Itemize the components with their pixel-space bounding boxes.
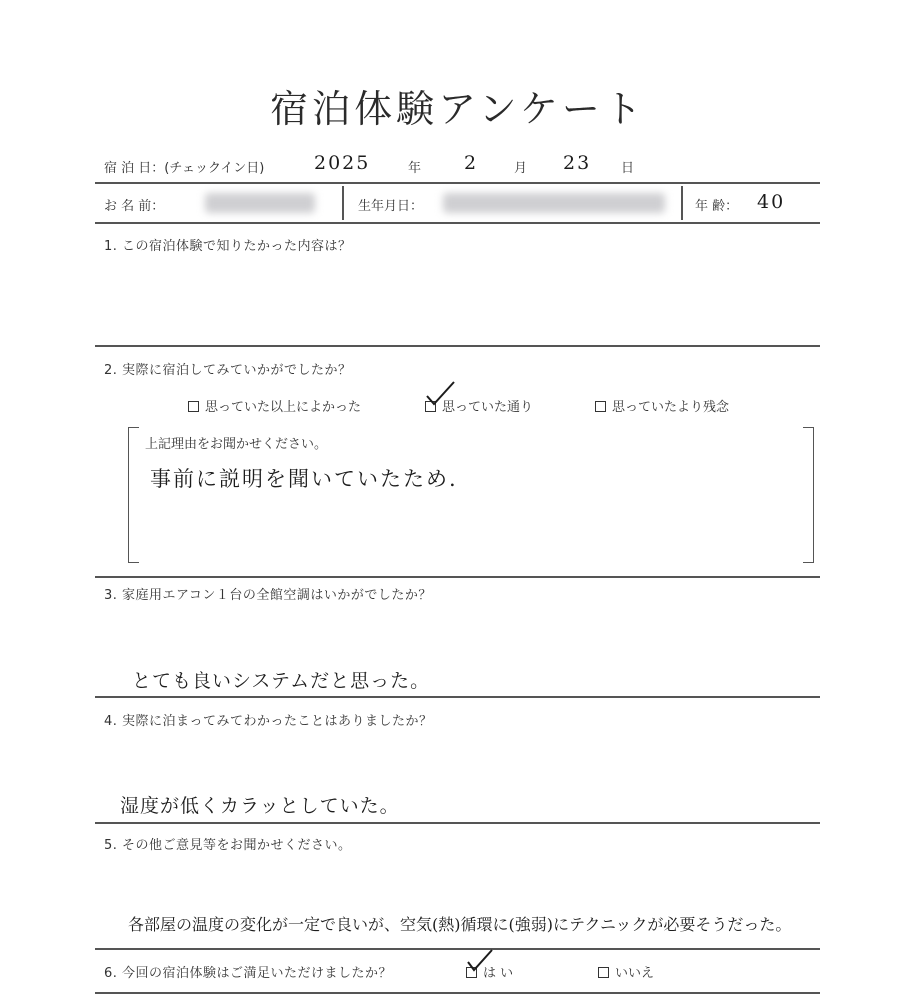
checkmark-icon [424,380,458,408]
question-1: 1. この宿泊体験で知りたかった内容は？ [104,239,352,254]
stay-date-label: 宿 泊 日：(チェックイン日) [104,161,265,176]
stay-day-value: 23 [563,152,592,174]
option-label: 思っていた以上によかった [205,400,362,415]
checkbox-icon [598,967,609,978]
birth-date-label: 生年月日： [358,199,424,214]
birth-date-redacted [443,193,665,213]
checkmark-icon [465,948,495,974]
age-label: 年 齢： [695,199,739,214]
reason-answer: 事前に説明を聞いていたため. [150,467,458,491]
stay-year-value: 2025 [314,152,371,174]
divider-line [342,186,344,220]
question-2: 2. 実際に宿泊してみていかがでしたか？ [104,363,352,378]
divider-line [95,948,820,950]
divider-line [95,822,820,824]
bracket-right [803,427,814,563]
divider-line [95,992,820,994]
page-title: 宿泊体験アンケート [270,87,646,131]
question-6: 6. 今回の宿泊体験はご満足いただけましたか？ [104,966,393,981]
question-3: 3. 家庭用エアコン１台の全館空調はいかがでしたか？ [104,588,432,603]
option-no[interactable] [598,962,654,981]
divider-line [681,186,683,220]
divider-line [95,576,820,578]
day-unit-label: 日 [621,161,635,176]
checkbox-icon [188,401,199,412]
month-unit-label: 月 [514,161,528,176]
answer-4: 湿度が低くカラッとしていた。 [120,795,400,817]
option-label: 思っていた通り [442,400,534,415]
option-label: 思っていたより残念 [612,400,730,415]
answer-5: 各部屋の温度の変化が一定で良いが、空気(熱)循環に(強弱)にテクニックが必要そうだった。 [128,915,792,934]
option-worse-than-expected[interactable] [595,396,729,415]
name-redacted [205,193,315,213]
divider-line [95,182,820,184]
stay-month-value: 2 [464,152,477,174]
bracket-left [128,427,139,563]
question-4: 4. 実際に泊まってみてわかったことはありましたか？ [104,714,433,729]
divider-line [95,345,820,347]
checkbox-icon [595,401,606,412]
answer-3: とても良いシステムだと思った。 [132,670,431,692]
divider-line [95,222,820,224]
year-unit-label: 年 [408,161,422,176]
option-better-than-expected[interactable] [188,396,361,415]
option-label: は い [483,966,514,981]
age-value: 40 [757,191,786,213]
name-label: お 名 前： [104,199,165,214]
question-5: 5. その他ご意見等をお聞かせください。 [104,838,352,853]
option-label: いいえ [615,966,655,981]
divider-line [95,696,820,698]
reason-label: 上記理由をお聞かせください。 [145,437,328,452]
